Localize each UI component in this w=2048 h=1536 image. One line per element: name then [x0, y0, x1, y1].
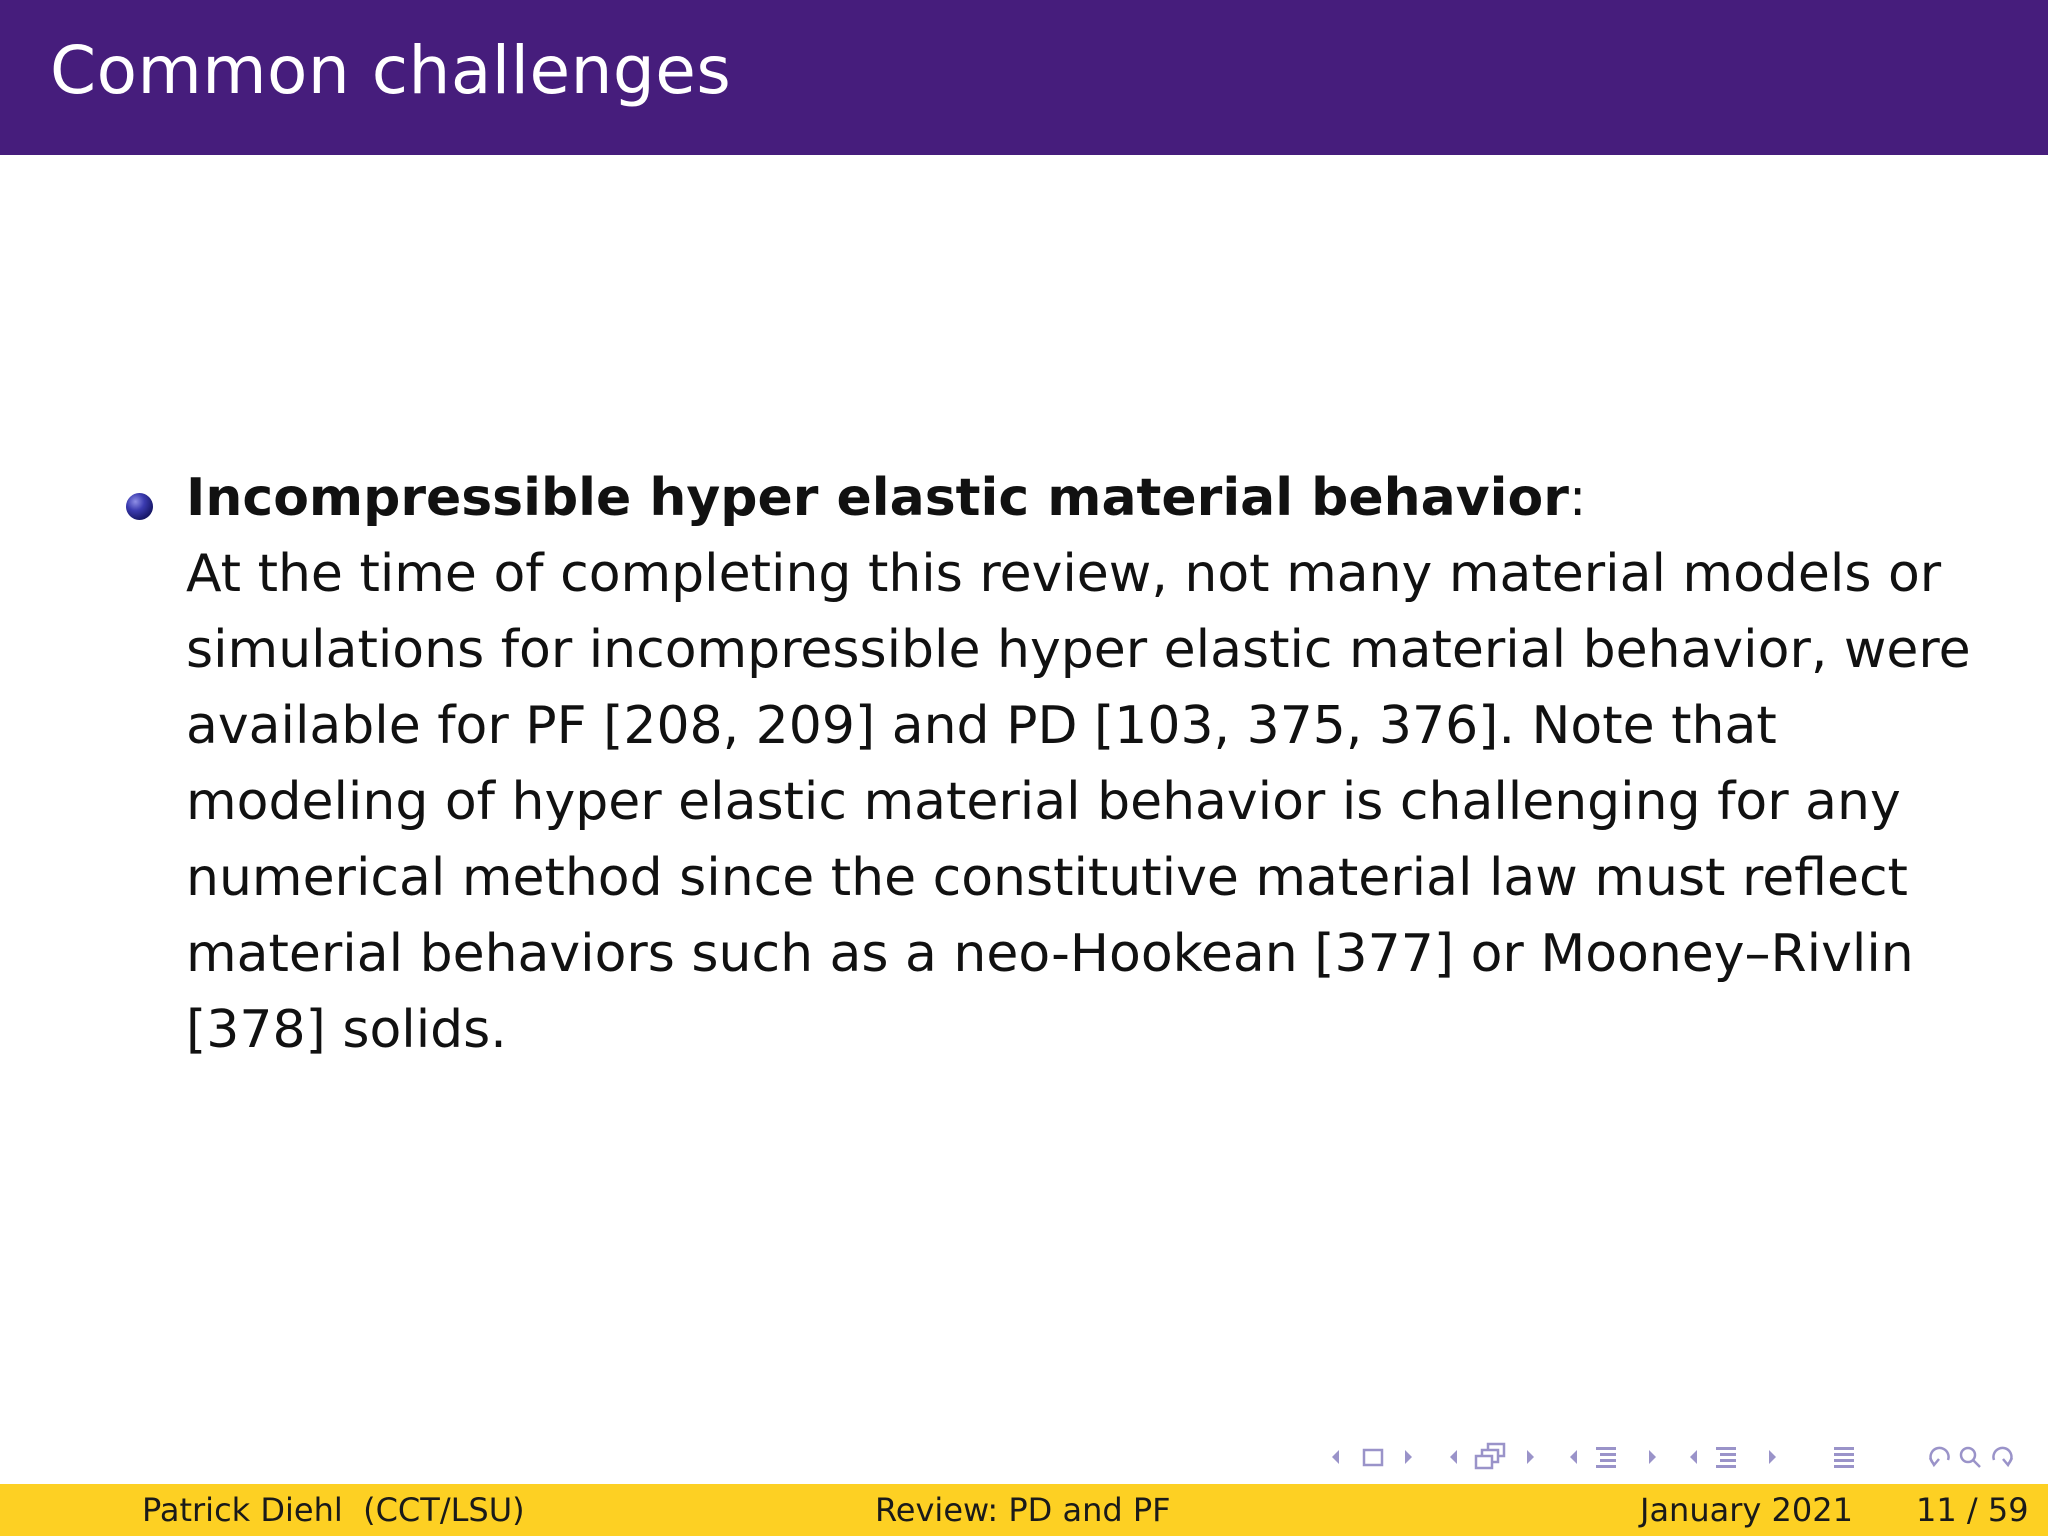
slide-footer	[0, 1484, 2048, 1536]
align-icon[interactable]	[1830, 1440, 1860, 1474]
bullet-body-line: [378] solids.	[186, 1000, 507, 1060]
bullet-body-line: numerical method since the constitutive material law must reflect	[186, 848, 1908, 908]
arrow-left-icon[interactable]	[1686, 1440, 1700, 1474]
footer-page-number: 11 / 59	[1916, 1491, 2029, 1529]
bullet-body-line: simulations for incompressible hyper elastic material behavior, were	[186, 620, 1971, 680]
subsection-icon[interactable]	[1472, 1440, 1512, 1474]
bullet-heading: Incompressible hyper elastic material behavior	[186, 468, 1569, 528]
bullet-body-line: available for PF [208, 209] and PD [103, 375, 376]. Note that	[186, 696, 1777, 756]
arrow-right-icon[interactable]	[1646, 1440, 1660, 1474]
bullet-icon	[126, 493, 153, 520]
bullet-body-line: At the time of completing this review, not many material models or	[186, 544, 1942, 604]
slide-header	[0, 0, 2048, 155]
bullet-heading-line	[186, 460, 1986, 536]
arrow-left-icon[interactable]	[1446, 1440, 1460, 1474]
bullet-body-line: material behaviors such as a neo-Hookean [377] or Mooney–Rivlin	[186, 924, 1914, 984]
bullet-body-line: modeling of hyper elastic material behavior is challenging for any	[186, 772, 1901, 832]
arrow-right-icon[interactable]	[1402, 1440, 1416, 1474]
frame-icon[interactable]	[1360, 1440, 1386, 1474]
arrow-right-icon[interactable]	[1766, 1440, 1780, 1474]
arrow-right-icon[interactable]	[1524, 1440, 1538, 1474]
footer-author: Patrick Diehl (CCT/LSU)	[142, 1491, 525, 1529]
bullet-heading-suffix: :	[1568, 468, 1587, 528]
footer-date: January 2021	[1640, 1491, 1853, 1529]
slide-title: Common challenges	[50, 32, 732, 109]
footer-short-title: Review: PD and PF	[875, 1491, 1171, 1529]
toc-icon[interactable]	[1712, 1440, 1742, 1474]
back-icon[interactable]	[1924, 1440, 1954, 1474]
arrow-left-icon[interactable]	[1566, 1440, 1580, 1474]
bullet-text	[186, 460, 1986, 1068]
forward-icon[interactable]	[1988, 1440, 2018, 1474]
section-icon[interactable]	[1592, 1440, 1622, 1474]
beamer-navigation-bar	[1320, 1440, 2030, 1474]
search-icon[interactable]	[1956, 1440, 1986, 1474]
arrow-left-icon[interactable]	[1328, 1440, 1342, 1474]
